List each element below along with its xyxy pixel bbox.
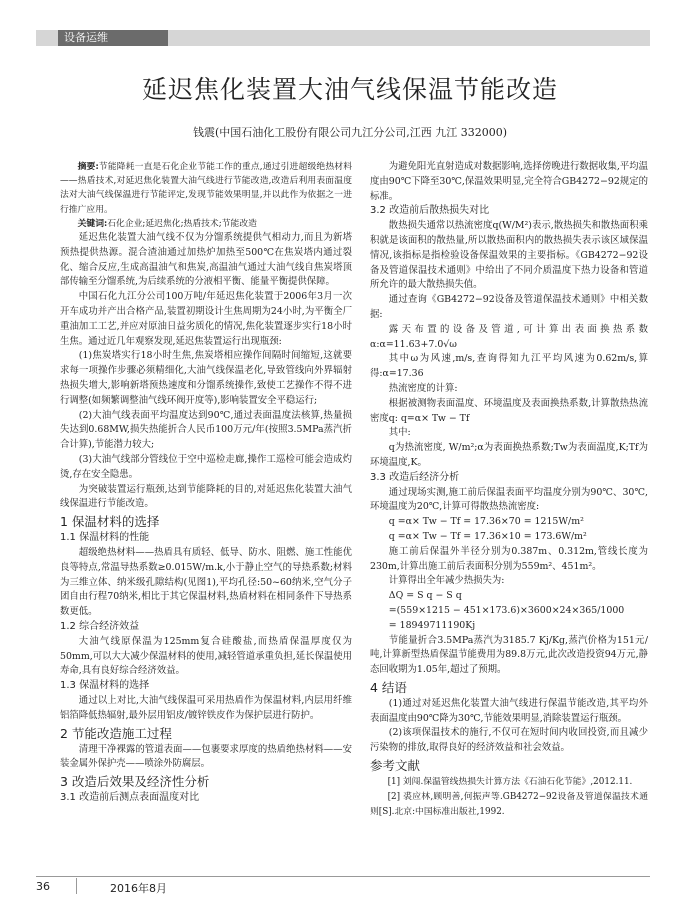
keywords [60, 217, 352, 231]
paragraph: (2)该项保温技术的施行,不仅可在短时间内收回投资,而且减少污染物的排放,取得良好的经济效益和社会效益。 [370, 727, 648, 754]
subsection-heading: 3.2 改造前后散热损失对比 [370, 205, 490, 217]
right-column [370, 160, 648, 819]
paragraph: 通过现场实测,施工前后保温表面平均温度分别为90℃、30℃,环境温度为20℃,计算可得散热热流密度: [370, 486, 648, 513]
paragraph: 为避免阳光直射造成对数据影响,选择傍晚进行数据收集,平均温度由90℃下降至30℃,保温效果明显,完全符合GB4272−92规定的标准。 [370, 161, 648, 202]
paragraph: 延迟焦化装置大油气线不仅为分馏系统提供气相动力,而且为新塔预热提供热源。混合渣油通过加热炉加热至500℃在焦炭塔内通过裂化、缩合反应,生成高温油气和焦炭,高温油气通过大油气线自焦炭塔顶部传输至分馏系统,为后续系统的分液相平衡、能量平衡提供保障。 [60, 232, 352, 288]
paragraph: 其中ω为风速,m/s,查询得知九江平均风速为0.62m/s,算得:α=17.36 [370, 353, 648, 380]
reference-item: [2] 裘应林,顾明善,何振声等.GB4272−92设备及管道保温技术通则[S].北京:中国标准出版社,1992. [370, 791, 648, 817]
reference-item: [1] 刘闯.保温管线热损失计算方法《石油石化节能》,2012.11. [387, 777, 633, 788]
section-heading: 4 结语 [370, 679, 407, 695]
footer-rule [36, 876, 650, 877]
abstract-label: 摘要: [77, 162, 99, 172]
section-heading: 3 改造后效果及经济性分析 [60, 774, 210, 790]
formula: q =α× Tw − Tf = 17.36×70 = 1215W/m² [388, 516, 584, 528]
paragraph: (1)通过对延迟焦化装置大油气线进行保温节能改造,其平均外表面温度由90℃降为30℃,节能效果明显,消除装置运行瓶颈。 [370, 697, 648, 724]
paragraph: 超级绝热材料——热盾具有质轻、低导、防水、阻燃、施工性能优良等特点,常温导热系数≥0.015W/m.k,小于静止空气的导热系数;材料为三维立体、纳米级孔隙结构(见图1),平均孔径:50~60纳米,空气分子团自由行程70纳米,相比于其它保温材料,热盾材料在相同条件下导热系数更低。 [60, 546, 352, 618]
issue-date: 2016年8月 [110, 882, 167, 895]
subsection-heading: 1.1 保温材料的性能 [60, 532, 150, 544]
section-heading: 1 保温材料的选择 [60, 514, 160, 530]
paragraph: 节能量折合3.5MPa蒸汽为3185.7 Kj/Kg,蒸汽价格为151元/吨,计算新型热盾保温节能费用为89.8万元,此次改造投资94万元,静态回收期为1.05年,超过了预期。 [370, 634, 648, 676]
paragraph: (1)焦炭塔实行18小时生焦,焦炭塔相应操作间隔时间缩短,这就要求每一项操作步骤必须精细化,大油气线保温老化,导致管线向外界辐射热损失增大,影响新塔预热速度和分馏系统操作,致使工艺操作不得不进行调整(如频繁调整油气线环阀开度等),影响装置安全平稳运行; [60, 350, 352, 406]
formula: q =α× Tw − Tf = 17.36×10 = 173.6W/m² [388, 530, 587, 542]
paragraph: 热流密度的计算: [388, 382, 458, 394]
article-title: 延迟焦化装置大油气线保温节能改造 [141, 75, 558, 104]
paragraph: 其中: [388, 427, 411, 439]
paragraph: 中国石化九江分公司100万吨/年延迟焦化装置于2006年3月一次开车成功并产出合格产品,装置初期设计生焦周期为24小时,为平衡全厂重油加工工艺,并应对原油日益劣质化的情况,焦化装置逐步实行18小时生焦。通过近几年观察发现,延迟焦装置运行出现瓶颈: [60, 291, 352, 347]
references-heading: 参考文献 [370, 758, 421, 774]
formula: ΔQ = S q − S q [388, 590, 462, 602]
paragraph: 通过查询《GB4272−92设备及管道保温技术通则》中相关数据: [370, 294, 648, 320]
subsection-heading: 3.3 改造后经济分析 [370, 471, 460, 483]
paragraph: 施工前后保温外半径分别为0.387m、0.312m,管线长度为230m,计算出施工前后表面积分别为559m²、451m²。 [370, 545, 648, 572]
paragraph: 根据被测物表面温度、环境温度及表面换热系数,计算散热热流密度q: q=α× Tw − Tf [370, 397, 648, 424]
paragraph: 为突破装置运行瓶颈,达到节能降耗的目的,对延迟焦化装置大油气线保温进行节能改造。 [60, 483, 352, 510]
left-column [60, 160, 352, 806]
subsection-heading: 3.1 改造前后测点表面温度对比 [60, 792, 200, 804]
paragraph: q为热流密度, W/m²;α为表面换热系数;Tw为表面温度,K;Tf为环境温度,K。 [370, 442, 648, 468]
keywords-text: 石化企业;延迟焦化;热盾技术;节能改造 [107, 218, 257, 229]
subsection-heading: 1.2 综合经济效益 [60, 620, 140, 632]
abstract-text: 节能降耗一直是石化企业节能工作的重点,通过引进超级绝热材料——热盾技术,对延迟焦化装置大油气线进行节能改造,改造后利用表面温度法对大油气线保温进行节能评定,发现节能效果明显,并以此作为依据之一进行推广应用。 [60, 162, 352, 215]
subsection-heading: 1.3 保温材料的选择 [60, 680, 150, 692]
page-number: 36 [36, 880, 50, 893]
references-list [370, 775, 648, 819]
keywords-label: 关键词: [77, 218, 108, 229]
paragraph: (3)大油气线部分管线位于空中巡检走廊,操作工巡检可能会造成灼烫,存在安全隐患。 [60, 453, 352, 480]
footer-separator [76, 878, 77, 894]
section-label: 设备运维 [58, 30, 168, 46]
formula: = 18949711190Kj [388, 619, 476, 631]
paragraph: 露天布置的设备及管道,可计算出表面换热系数α:α=11.63+7.0√ω [370, 323, 648, 350]
paragraph: 计算得出全年减少热损失为: [388, 575, 505, 587]
paragraph: 大油气线原保温为125mm复合硅酸盐,而热盾保温厚度仅为50mm,可以大大减少保温材料的使用,减轻管道承重负担,延长保温使用寿命,具有良好综合经济效益。 [60, 635, 352, 677]
paragraph: 通过以上对比,大油气线保温可采用热盾作为保温材料,内层用纤维铝箔降低热辐射,最外层用铝皮/镀锌铁皮作为保护层进行防护。 [60, 694, 352, 721]
section-heading: 2 节能改造施工过程 [60, 725, 172, 741]
formula: =(559×1215 − 451×173.6)×3600×24×365/1000 [388, 604, 625, 616]
paragraph: 散热损失通常以热流密度q(W/M²)表示,散热损失和散热面积乘积就是该面积的散热量,所以散热面积内的散热损失表示该区域保温情况,该指标是指检验设备保温效果的主要指标。《GB4272−92设备及管道保温技术通则》中给出了不同介质温度下热力设备和管道所允许的最大散热损失值。 [370, 220, 648, 291]
author-line: 钱震(中国石油化工股份有限公司九江分公司,江西 九江 332000) [192, 126, 508, 139]
abstract [60, 160, 352, 217]
paragraph: (2)大油气线表面平均温度达到90℃,通过表面温度法核算,热量损失达到0.68MW,损失热能折合人民币100万元/年(按照3.5MPa蒸汽折合计算),节能潜力较大; [60, 409, 352, 451]
paragraph: 清理干净裸露的管道表面——包裹要求厚度的热盾绝热材料——安装金属外保护壳——喷涂外防腐层。 [60, 743, 352, 770]
